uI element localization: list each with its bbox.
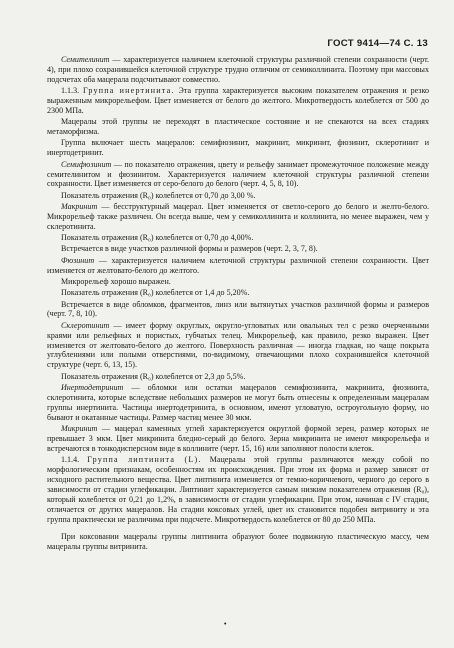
paragraph-sclerotinite-reflectance: Показатель отражения (R₀) колеблется от 2,3 до 5,5%. — [61, 371, 246, 381]
paragraph-text: — имеет форму округлых, округло-угловатых или овальных тел с резко очерченными краями или рельефных и пористых, губчатых телец. Микрорельеф, как правило, резко выражен. Цвет изменяется от желтовато-белого до желтого. Поверхность различная — иногда гладкая, но чаще покрыта углублениями или полыми отверстиями, по-видимому, отвечающими плохо сохранившейся клеточной структуре (черт. 6, 13, 15). — [47, 320, 429, 370]
paragraph-fusinite — [47, 256, 429, 276]
term-micrinite: Микринит — [61, 423, 98, 433]
paragraph-liptinite-coking: При коксовании мацералы группы липтинита образуют более подвижную пластическую массу, чем мацералы группы витринита. — [47, 531, 429, 551]
paragraph-semifusinite-reflectance: Показатель отражения (R₀) колеблется от 0,70 до 3,00 %. — [61, 190, 256, 200]
paragraph-text: — характеризуется наличием клеточной структуры различной степени сохранности (черт. 4), при плохо сохранившейся клеточной структуре трудно отличим от семиколлинита. Поэтому при массовых подсчетах оба мацерала подсчитывают совместно. — [47, 55, 429, 84]
paragraph-text: — по показателю отражения, цвету и рельефу занимает промежуточное положение между семителинитом и фюзинитом. Характеризуется наличием клеточной структуры различной степени сохранности. Цвет изменяется от серо-белого до белого (черт. 4, 5, 8, 10). — [47, 159, 429, 189]
paragraph-fusinite-occurrence: Встречается в виде обломков, фрагментов, линз или вытянутых участков различной формы и размеров (черт. 7, 8, 10). — [47, 299, 429, 319]
paragraph-semifusinite — [47, 160, 429, 190]
term-semitelinite: Семителинит — [61, 55, 110, 64]
paragraph-macrinite-occurrence: Встречается в виде участков различной формы и размеров (черт. 2, 3, 7, 8). — [61, 244, 318, 254]
page-header: ГОСТ 9414—74 С. 13 — [327, 38, 428, 49]
section-number: 1.1.4. — [61, 455, 88, 465]
paragraph-inertodetrinite — [47, 383, 429, 423]
section-heading-inertinite: Группа инертинита. — [83, 86, 175, 96]
term-sclerotinite: Склеротинит — [61, 320, 110, 330]
term-macrinite: Макринит — [61, 202, 98, 212]
term-inertodetrinite: Инертодетринит — [61, 382, 124, 392]
section-number: 1.1.3. — [61, 86, 84, 96]
paragraph-text: — мацерал каменных углей характеризуется округлой формой зерен, размер которых не превышает 3 мкм. Цвет микринита бледно-серый до белого. Зерна микринита не имеют микрорельефа и встречаются в тонкодисперсном виде в коллините (черт. 15, 16) или заполняют полости клеток. — [47, 423, 429, 453]
paragraph-text: Мацералы этой группы различаются между собой по морфологическим признакам, особенностям их происхождения. При этом их форма и размер зависят от исходного растительного вещества. Цвет липтинита изменяется от темно-коричневого, черного до серого в зависимости от стадии углефикации. Липтинит характеризуется самым низким показателем отражения (R₀), который колеблется от 0,21 до 1,2%, в зависимости от стадии углефикации. При этом, начиная с IV стадии, отличается от других мацералов. На стадии коксовых углей, цвет их становится подобен витриниту и эта группа практически не различима при подсчете. Микротвердость колеблется от 80 до 250 МПа. — [47, 455, 429, 524]
paragraph-inertinite-properties: Мацералы этой группы не переходят в пластическое состояние и не спекаются на всех стадиях метаморфизма. — [47, 117, 429, 137]
paragraph-inertinite-macerals: Группа включает шесть мацералов: семифюзинит, макринит, микринит, фюзинит, склеротинит и инертодетринит. — [47, 138, 429, 158]
paragraph-text: — характеризуется наличием клеточной структуры различной степени сохранности. Цвет изменяется от желтовато-белого до желтого. — [47, 255, 429, 275]
paragraph-sclerotinite — [47, 321, 429, 371]
paragraph-text: — бесструктурный мацерал. Цвет изменяется от светло-серого до белого и желто-белого. Микрорельеф также различен. Он всегда выше, чем у семиколлинита и коллинита, но менее выражен, чем у склеротинита. — [47, 202, 429, 231]
paragraph-macrinite — [47, 202, 429, 232]
document-body — [47, 55, 429, 553]
paragraph-fusinite-reflectance: Показатель отражения (R₀) колеблется от 1,4 до 5,20%. — [61, 288, 250, 298]
term-semifusinite: Семифюзинит — [61, 159, 112, 169]
paragraph-text: — обломки или остатки мацералов семифюзинита, макринита, фюзинита, склеротинита, которые вследствие небольших размеров не могут быть отнесены к определенным мацералам группы инертинита. Частицы инертодетринита, в основном, имеют угловатую, остроугольную форму, но бывают и окатанные частицы. Размер частиц менее 30 мкм. — [47, 382, 429, 422]
section-1-1-4 — [47, 455, 429, 524]
paragraph-fusinite-relief: Микрорельеф хорошо выражен. — [61, 276, 171, 286]
footer-mark: • — [224, 621, 227, 628]
paragraph-macrinite-reflectance: Показатель отражения (R₀) колеблется от 0,70 до 4,00%. — [61, 233, 254, 243]
paragraph-semitelinite — [47, 55, 429, 85]
term-fusinite: Фюзинит — [61, 255, 95, 265]
section-heading-liptinite: Группа липтинита (L). — [87, 455, 202, 465]
paragraph-micrinite — [47, 424, 429, 454]
paragraph-text: Эта группа характеризуется высоким показателем отражения и резко выраженным микрорельефом. Цвет изменяется от белого до желтого. Микротвердость колеблется от 500 до 2300 МПа. — [47, 86, 429, 115]
section-1-1-3 — [47, 86, 429, 116]
